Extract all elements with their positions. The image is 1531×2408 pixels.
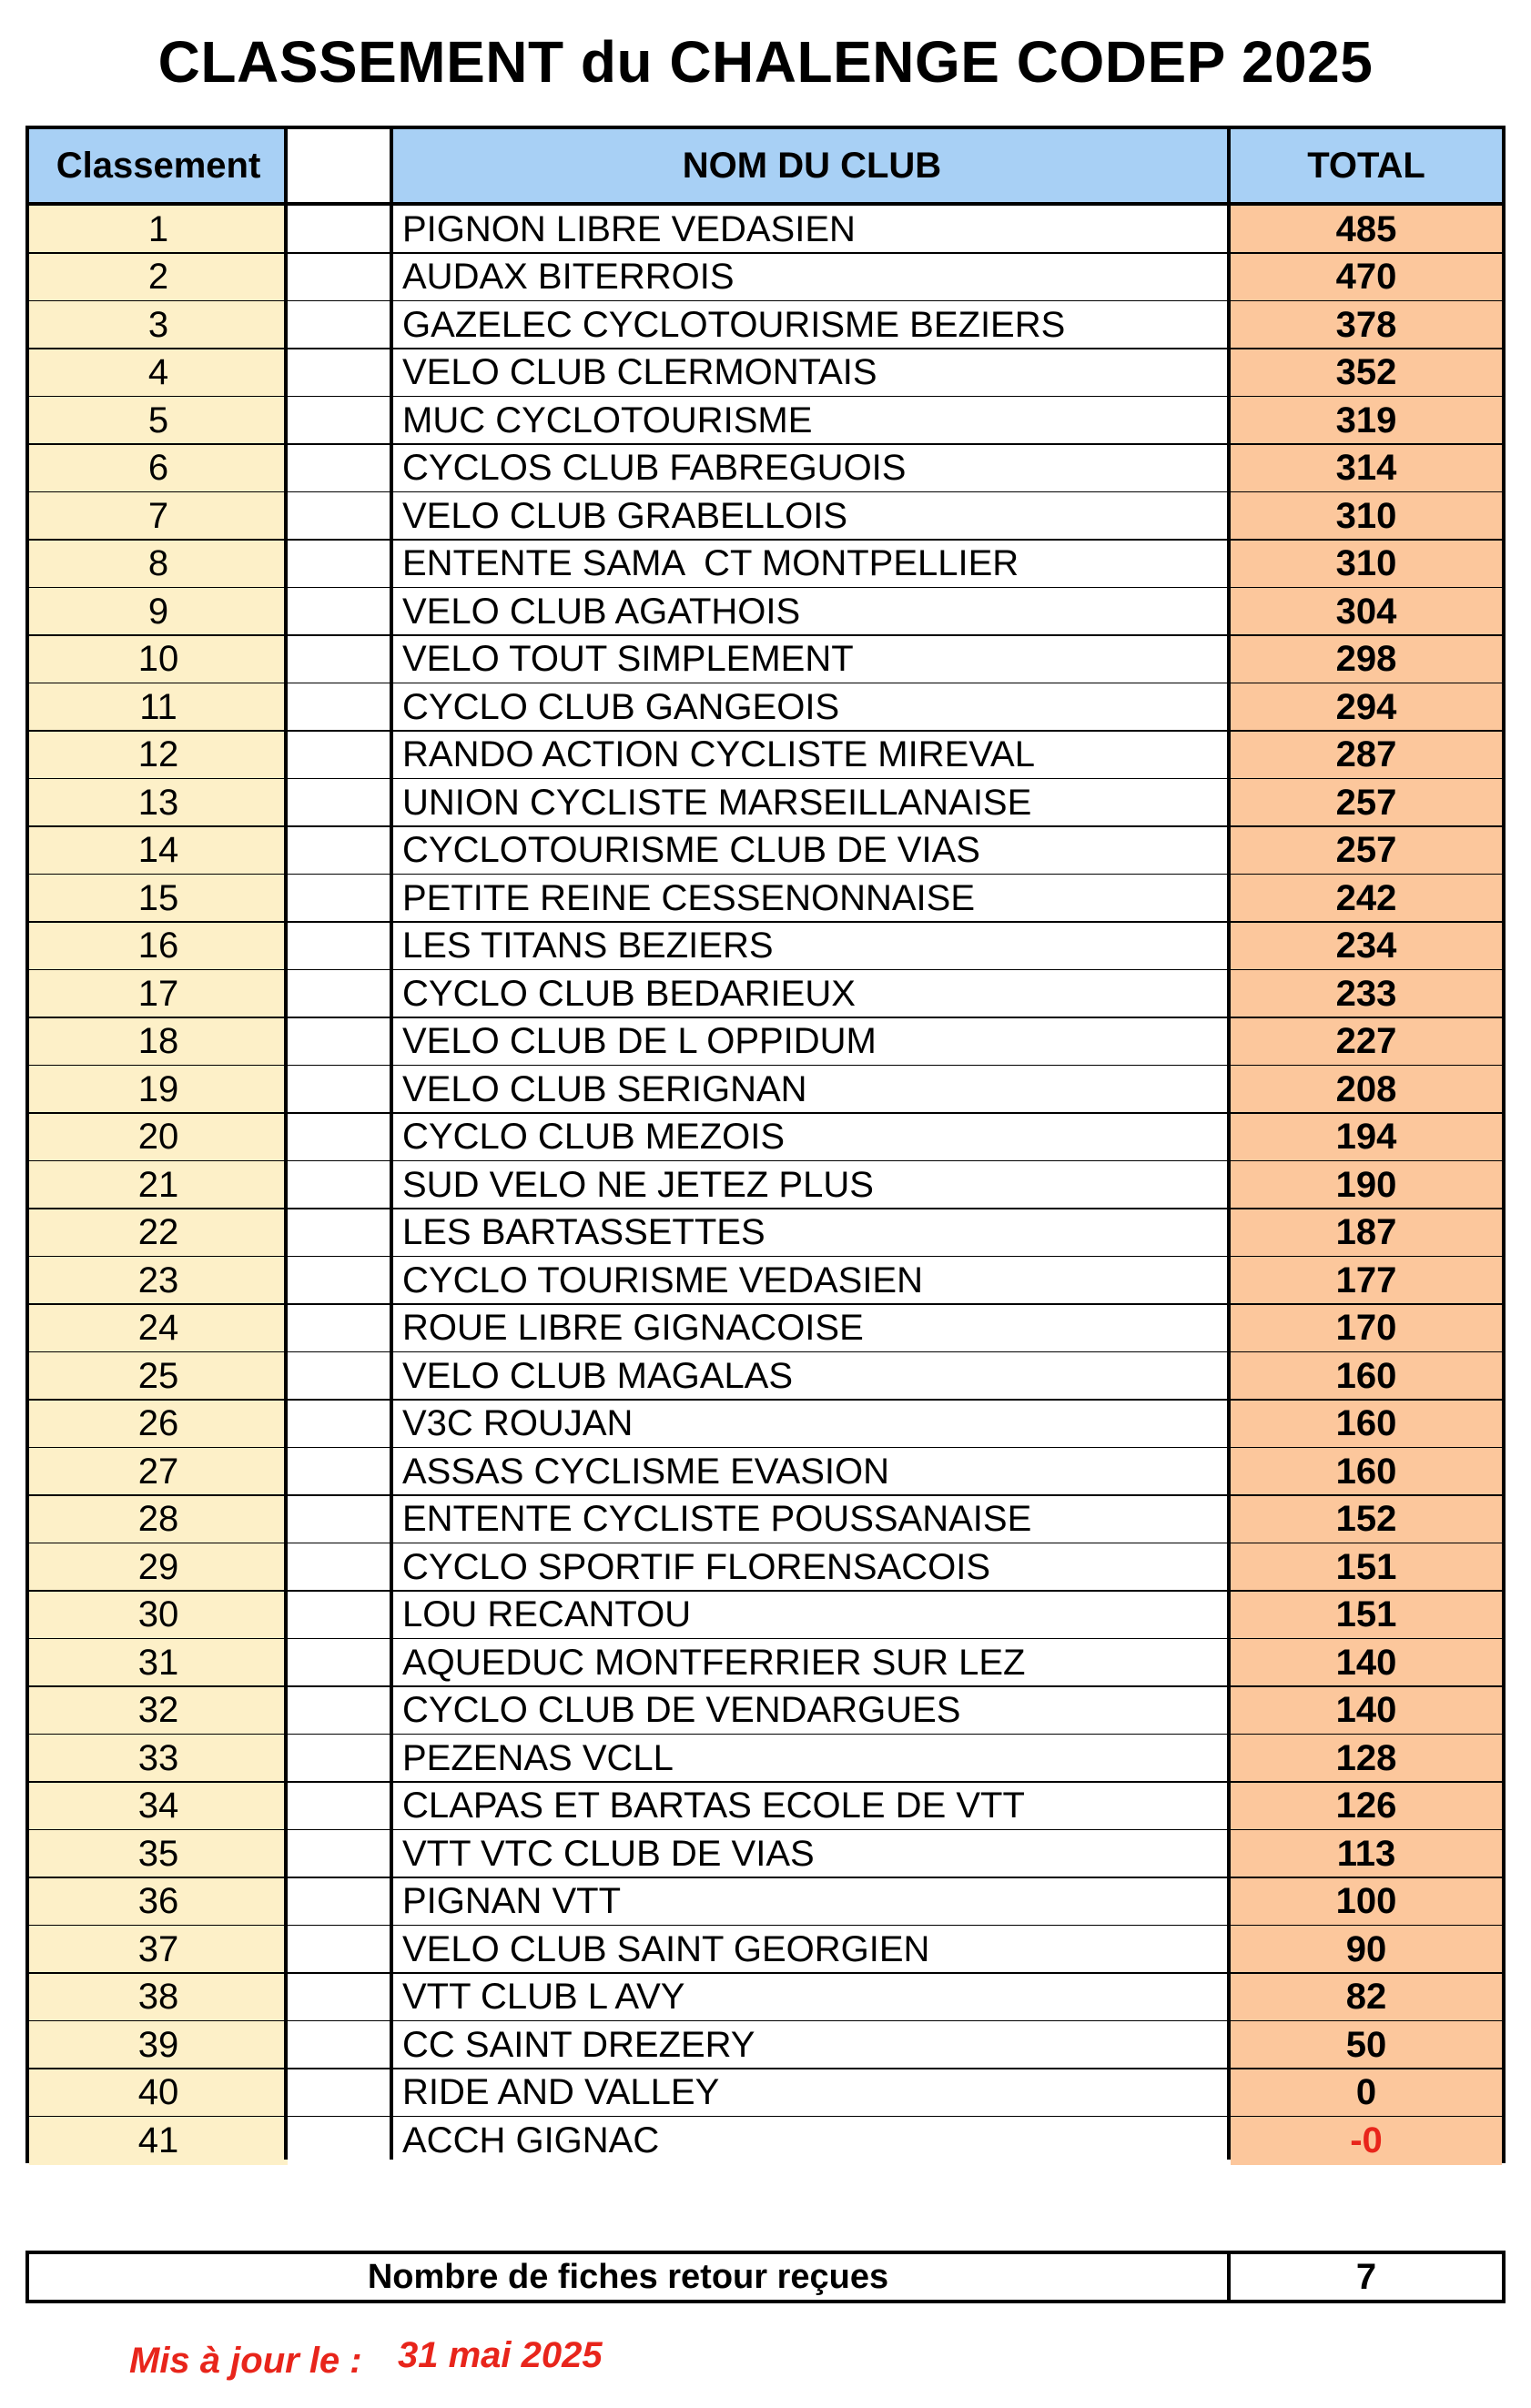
club-name-cell: LES BARTASSETTES — [393, 1209, 1231, 1258]
table-row — [29, 492, 1502, 541]
spacer-cell — [288, 1114, 393, 1162]
spacer-cell — [288, 1735, 393, 1783]
total-cell: 485 — [1231, 206, 1502, 254]
rank-cell: 22 — [29, 1209, 288, 1258]
column-divider — [1227, 129, 1231, 2160]
club-name-cell: ENTENTE SAMA CT MONTPELLIER — [393, 541, 1231, 589]
total-cell: 227 — [1231, 1018, 1502, 1067]
spacer-cell — [288, 2117, 393, 2165]
rank-cell: 16 — [29, 923, 288, 971]
total-cell: 194 — [1231, 1114, 1502, 1162]
ranking-table — [25, 126, 1506, 2163]
table-row — [29, 2021, 1502, 2069]
club-name-cell: CC SAINT DREZERY — [393, 2021, 1231, 2069]
total-cell: 234 — [1231, 923, 1502, 971]
club-name-cell: V3C ROUJAN — [393, 1401, 1231, 1449]
table-row — [29, 1352, 1502, 1401]
club-name-cell: CYCLOS CLUB FABREGUOIS — [393, 445, 1231, 493]
club-name-cell: VELO CLUB CLERMONTAIS — [393, 349, 1231, 398]
page-title: CLASSEMENT du CHALENGE CODEP 2025 — [157, 29, 1374, 95]
spacer-cell — [288, 779, 393, 827]
updated-label: Mis à jour le : — [129, 2341, 362, 2381]
spacer-cell — [288, 254, 393, 302]
column-divider — [390, 129, 393, 2160]
rank-cell: 18 — [29, 1018, 288, 1067]
rank-cell: 14 — [29, 827, 288, 875]
rank-cell: 25 — [29, 1352, 288, 1401]
table-row — [29, 1735, 1502, 1783]
rank-cell: 15 — [29, 875, 288, 923]
returns-count-box — [25, 2251, 1506, 2303]
rank-cell: 28 — [29, 1496, 288, 1544]
rank-cell: 30 — [29, 1592, 288, 1640]
table-row — [29, 1305, 1502, 1353]
total-cell: 319 — [1231, 397, 1502, 445]
club-name-cell: RANDO ACTION CYCLISTE MIREVAL — [393, 732, 1231, 780]
rank-cell: 10 — [29, 636, 288, 684]
spacer-cell — [288, 875, 393, 923]
club-name-cell: UNION CYCLISTE MARSEILLANAISE — [393, 779, 1231, 827]
total-cell: 233 — [1231, 970, 1502, 1018]
header-club-name: NOM DU CLUB — [393, 129, 1231, 202]
spacer-cell — [288, 1401, 393, 1449]
table-row — [29, 779, 1502, 827]
table-row — [29, 397, 1502, 445]
rank-cell: 39 — [29, 2021, 288, 2069]
spacer-cell — [288, 1209, 393, 1258]
table-row — [29, 1448, 1502, 1496]
table-row — [29, 1830, 1502, 1878]
table-row — [29, 1401, 1502, 1449]
total-cell: 378 — [1231, 301, 1502, 349]
club-name-cell: SUD VELO NE JETEZ PLUS — [393, 1161, 1231, 1209]
rank-cell: 7 — [29, 492, 288, 541]
spacer-cell — [288, 732, 393, 780]
table-row — [29, 1878, 1502, 1927]
rank-cell: 12 — [29, 732, 288, 780]
spacer-cell — [288, 445, 393, 493]
spacer-cell — [288, 1878, 393, 1927]
spacer-cell — [288, 2021, 393, 2069]
table-row — [29, 970, 1502, 1018]
total-cell: 310 — [1231, 541, 1502, 589]
rank-cell: 34 — [29, 1783, 288, 1831]
table-row — [29, 588, 1502, 636]
club-name-cell: PEZENAS VCLL — [393, 1735, 1231, 1783]
rank-cell: 35 — [29, 1830, 288, 1878]
spacer-cell — [288, 636, 393, 684]
club-name-cell: VELO CLUB AGATHOIS — [393, 588, 1231, 636]
table-row — [29, 1018, 1502, 1067]
club-name-cell: AUDAX BITERROIS — [393, 254, 1231, 302]
club-name-cell: VTT CLUB L AVY — [393, 1974, 1231, 2022]
table-row — [29, 1639, 1502, 1687]
spacer-cell — [288, 206, 393, 254]
club-name-cell: ACCH GIGNAC — [393, 2117, 1231, 2165]
total-cell: 187 — [1231, 1209, 1502, 1258]
rank-cell: 9 — [29, 588, 288, 636]
club-name-cell: ASSAS CYCLISME EVASION — [393, 1448, 1231, 1496]
rank-cell: 31 — [29, 1639, 288, 1687]
total-cell: 160 — [1231, 1448, 1502, 1496]
table-row — [29, 683, 1502, 732]
club-name-cell: LES TITANS BEZIERS — [393, 923, 1231, 971]
club-name-cell: CYCLO SPORTIF FLORENSACOIS — [393, 1543, 1231, 1592]
club-name-cell: VTT VTC CLUB DE VIAS — [393, 1830, 1231, 1878]
club-name-cell: RIDE AND VALLEY — [393, 2069, 1231, 2118]
club-name-cell: VELO CLUB DE L OPPIDUM — [393, 1018, 1231, 1067]
total-cell: 126 — [1231, 1783, 1502, 1831]
rank-cell: 33 — [29, 1735, 288, 1783]
total-cell: 90 — [1231, 1926, 1502, 1974]
table-row — [29, 1926, 1502, 1974]
club-name-cell: AQUEDUC MONTFERRIER SUR LEZ — [393, 1639, 1231, 1687]
table-row — [29, 1209, 1502, 1258]
table-row — [29, 732, 1502, 780]
total-cell: 310 — [1231, 492, 1502, 541]
total-cell: 294 — [1231, 683, 1502, 732]
total-cell: 352 — [1231, 349, 1502, 398]
rank-cell: 20 — [29, 1114, 288, 1162]
table-row — [29, 349, 1502, 398]
rank-cell: 3 — [29, 301, 288, 349]
spacer-cell — [288, 1974, 393, 2022]
total-cell: 100 — [1231, 1878, 1502, 1927]
rank-cell: 36 — [29, 1878, 288, 1927]
rank-cell: 26 — [29, 1401, 288, 1449]
header-total: TOTAL — [1231, 129, 1502, 202]
spacer-cell — [288, 301, 393, 349]
club-name-cell: VELO CLUB SERIGNAN — [393, 1066, 1231, 1114]
spacer-cell — [288, 397, 393, 445]
rank-cell: 37 — [29, 1926, 288, 1974]
table-row — [29, 1687, 1502, 1735]
spacer-cell — [288, 1448, 393, 1496]
table-row — [29, 445, 1502, 493]
total-cell: 287 — [1231, 732, 1502, 780]
column-divider — [284, 129, 288, 2160]
rank-cell: 4 — [29, 349, 288, 398]
updated-date: 31 mai 2025 — [398, 2335, 603, 2375]
table-row — [29, 923, 1502, 971]
total-cell: 152 — [1231, 1496, 1502, 1544]
rank-cell: 41 — [29, 2117, 288, 2165]
table-row — [29, 636, 1502, 684]
total-cell: -0 — [1231, 2117, 1502, 2165]
rank-cell: 5 — [29, 397, 288, 445]
rank-cell: 32 — [29, 1687, 288, 1735]
spacer-cell — [288, 492, 393, 541]
spacer-cell — [288, 2069, 393, 2118]
total-cell: 242 — [1231, 875, 1502, 923]
rank-cell: 21 — [29, 1161, 288, 1209]
total-cell: 470 — [1231, 254, 1502, 302]
total-cell: 140 — [1231, 1639, 1502, 1687]
table-row — [29, 1783, 1502, 1831]
rank-cell: 1 — [29, 206, 288, 254]
returns-label: Nombre de fiches retour reçues — [367, 2257, 889, 2296]
table-row — [29, 254, 1502, 302]
club-name-cell: CYCLOTOURISME CLUB DE VIAS — [393, 827, 1231, 875]
total-cell: 177 — [1231, 1257, 1502, 1305]
club-name-cell: ROUE LIBRE GIGNACOISE — [393, 1305, 1231, 1353]
spacer-cell — [288, 1926, 393, 1974]
rank-cell: 11 — [29, 683, 288, 732]
club-name-cell: CYCLO CLUB DE VENDARGUES — [393, 1687, 1231, 1735]
club-name-cell: PETITE REINE CESSENONNAISE — [393, 875, 1231, 923]
total-cell: 140 — [1231, 1687, 1502, 1735]
club-name-cell: VELO CLUB MAGALAS — [393, 1352, 1231, 1401]
spacer-cell — [288, 923, 393, 971]
spacer-cell — [288, 1639, 393, 1687]
table-row — [29, 2117, 1502, 2165]
rank-cell: 27 — [29, 1448, 288, 1496]
table-row — [29, 2069, 1502, 2118]
rank-cell: 40 — [29, 2069, 288, 2118]
total-cell: 151 — [1231, 1543, 1502, 1592]
spacer-cell — [288, 1305, 393, 1353]
club-name-cell: CYCLO TOURISME VEDASIEN — [393, 1257, 1231, 1305]
rank-cell: 29 — [29, 1543, 288, 1592]
table-row — [29, 1161, 1502, 1209]
spacer-cell — [288, 1496, 393, 1544]
rank-cell: 13 — [29, 779, 288, 827]
spacer-cell — [288, 1830, 393, 1878]
club-name-cell: PIGNAN VTT — [393, 1878, 1231, 1927]
club-name-cell: VELO TOUT SIMPLEMENT — [393, 636, 1231, 684]
table-row — [29, 827, 1502, 875]
table-row — [29, 1066, 1502, 1114]
returns-value: 7 — [1355, 2256, 1377, 2297]
spacer-cell — [288, 827, 393, 875]
club-name-cell: PIGNON LIBRE VEDASIEN — [393, 206, 1231, 254]
header-rank: Classement — [29, 129, 288, 202]
spacer-cell — [288, 1257, 393, 1305]
spacer-cell — [288, 1687, 393, 1735]
table-row — [29, 1257, 1502, 1305]
table-row — [29, 1543, 1502, 1592]
table-row — [29, 1974, 1502, 2022]
total-cell: 160 — [1231, 1352, 1502, 1401]
club-name-cell: CYCLO CLUB GANGEOIS — [393, 683, 1231, 732]
table-row — [29, 875, 1502, 923]
table-row — [29, 1114, 1502, 1162]
club-name-cell: CLAPAS ET BARTAS ECOLE DE VTT — [393, 1783, 1231, 1831]
club-name-cell: VELO CLUB SAINT GEORGIEN — [393, 1926, 1231, 1974]
total-cell: 298 — [1231, 636, 1502, 684]
total-cell: 113 — [1231, 1830, 1502, 1878]
rank-cell: 19 — [29, 1066, 288, 1114]
club-name-cell: CYCLO CLUB BEDARIEUX — [393, 970, 1231, 1018]
table-row — [29, 301, 1502, 349]
total-cell: 151 — [1231, 1592, 1502, 1640]
club-name-cell: VELO CLUB GRABELLOIS — [393, 492, 1231, 541]
total-cell: 0 — [1231, 2069, 1502, 2118]
total-cell: 50 — [1231, 2021, 1502, 2069]
total-cell: 304 — [1231, 588, 1502, 636]
total-cell: 82 — [1231, 1974, 1502, 2022]
spacer-cell — [288, 588, 393, 636]
spacer-cell — [288, 970, 393, 1018]
total-cell: 314 — [1231, 445, 1502, 493]
spacer-cell — [288, 349, 393, 398]
rank-cell: 23 — [29, 1257, 288, 1305]
total-cell: 170 — [1231, 1305, 1502, 1353]
club-name-cell: GAZELEC CYCLOTOURISME BEZIERS — [393, 301, 1231, 349]
total-cell: 208 — [1231, 1066, 1502, 1114]
club-name-cell: MUC CYCLOTOURISME — [393, 397, 1231, 445]
spacer-cell — [288, 1543, 393, 1592]
total-cell: 257 — [1231, 827, 1502, 875]
rank-cell: 24 — [29, 1305, 288, 1353]
club-name-cell: LOU RECANTOU — [393, 1592, 1231, 1640]
club-name-cell: CYCLO CLUB MEZOIS — [393, 1114, 1231, 1162]
spacer-cell — [288, 1592, 393, 1640]
spacer-cell — [288, 1161, 393, 1209]
club-name-cell: ENTENTE CYCLISTE POUSSANAISE — [393, 1496, 1231, 1544]
spacer-cell — [288, 541, 393, 589]
table-row — [29, 1496, 1502, 1544]
total-cell: 128 — [1231, 1735, 1502, 1783]
rank-cell: 6 — [29, 445, 288, 493]
table-row — [29, 206, 1502, 254]
total-cell: 160 — [1231, 1401, 1502, 1449]
table-row — [29, 1592, 1502, 1640]
total-cell: 257 — [1231, 779, 1502, 827]
spacer-cell — [288, 1783, 393, 1831]
rank-cell: 8 — [29, 541, 288, 589]
total-cell: 190 — [1231, 1161, 1502, 1209]
rank-cell: 38 — [29, 1974, 288, 2022]
spacer-cell — [288, 1018, 393, 1067]
table-row — [29, 541, 1502, 589]
spacer-cell — [288, 1352, 393, 1401]
rank-cell: 17 — [29, 970, 288, 1018]
header-divider — [29, 202, 1502, 206]
spacer-cell — [288, 683, 393, 732]
spacer-cell — [288, 1066, 393, 1114]
header-spacer — [288, 129, 393, 202]
rank-cell: 2 — [29, 254, 288, 302]
